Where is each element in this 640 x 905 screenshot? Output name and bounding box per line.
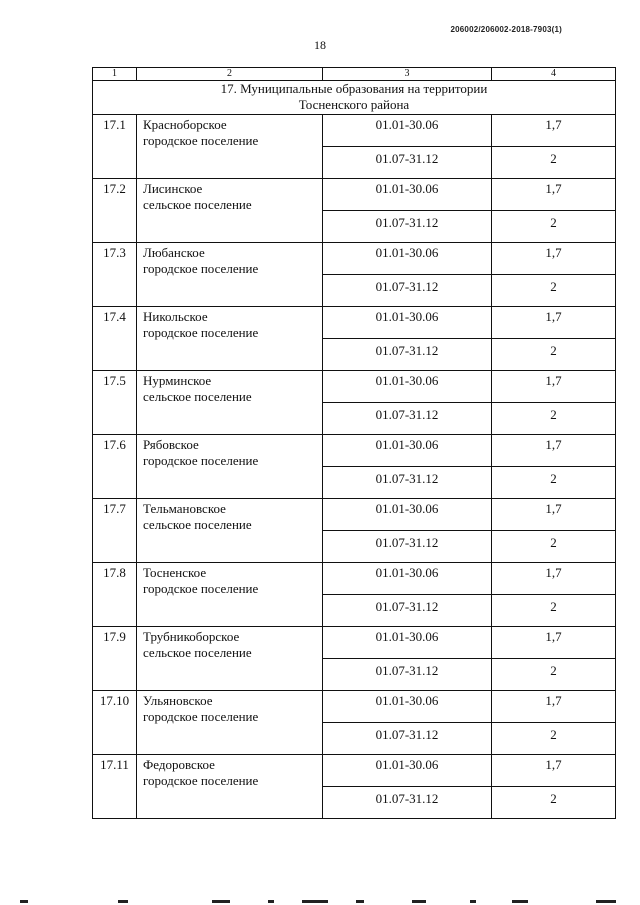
municipality-name-line-1: Ульяновское [143,693,213,708]
coefficient-first-half: 1,7 [492,499,616,531]
table-body [93,68,616,819]
section-title-line-2: Тосненского района [298,97,410,112]
column-number-4: 4 [492,68,616,81]
municipality-name [137,371,323,435]
coefficient-second-half: 2 [492,595,616,627]
coefficient-second-half: 2 [492,339,616,371]
municipality-name-line-2: сельское поселение [143,645,252,660]
table-row [93,499,616,531]
period-first-half: 01.01-30.06 [323,179,492,211]
period-second-half: 01.07-31.12 [323,275,492,307]
period-second-half: 01.07-31.12 [323,531,492,563]
row-number: 17.2 [93,179,137,243]
period-first-half: 01.01-30.06 [323,691,492,723]
municipality-name [137,307,323,371]
period-first-half: 01.01-30.06 [323,563,492,595]
coefficient-second-half: 2 [492,787,616,819]
coefficient-first-half: 1,7 [492,627,616,659]
municipality-name-line-1: Любанское [143,245,205,260]
tariff-table [92,67,616,819]
municipality-name-line-2: городское поселение [143,453,259,468]
coefficient-first-half: 1,7 [492,755,616,787]
table-row [93,563,616,595]
period-second-half: 01.07-31.12 [323,339,492,371]
municipality-name-line-2: сельское поселение [143,197,252,212]
coefficient-second-half: 2 [492,211,616,243]
period-second-half: 01.07-31.12 [323,595,492,627]
page-number: 18 [314,38,326,52]
municipality-name-line-1: Красноборское [143,117,227,132]
period-first-half: 01.01-30.06 [323,627,492,659]
coefficient-second-half: 2 [492,147,616,179]
row-number: 17.9 [93,627,137,691]
municipality-name [137,115,323,179]
municipality-name-line-1: Рябовское [143,437,199,452]
section-title-line-1: 17. Муниципальные образования на территории [220,81,488,96]
coefficient-second-half: 2 [492,467,616,499]
table-row [93,243,616,275]
period-second-half: 01.07-31.12 [323,467,492,499]
municipality-name-line-2: сельское поселение [143,517,252,532]
coefficient-second-half: 2 [492,659,616,691]
municipality-name-line-2: городское поселение [143,773,259,788]
period-second-half: 01.07-31.12 [323,787,492,819]
municipality-name-line-1: Тосненское [143,565,207,580]
municipality-name-line-2: сельское поселение [143,389,252,404]
row-number: 17.10 [93,691,137,755]
coefficient-second-half: 2 [492,531,616,563]
coefficient-first-half: 1,7 [492,307,616,339]
coefficient-first-half: 1,7 [492,179,616,211]
table-row [93,307,616,339]
row-number: 17.6 [93,435,137,499]
document-id: 206002/206002-2018-7903(1) [450,25,562,34]
period-second-half: 01.07-31.12 [323,723,492,755]
section-title [93,81,616,115]
table-row [93,691,616,723]
period-first-half: 01.01-30.06 [323,755,492,787]
municipality-name [137,435,323,499]
period-second-half: 01.07-31.12 [323,147,492,179]
municipality-name [137,691,323,755]
municipality-name [137,179,323,243]
row-number: 17.8 [93,563,137,627]
table-row [93,179,616,211]
coefficient-first-half: 1,7 [492,563,616,595]
column-number-row [93,68,616,81]
municipality-name-line-1: Трубникоборское [143,629,240,644]
municipality-name-line-2: городское поселение [143,261,259,276]
municipality-name-line-2: городское поселение [143,581,259,596]
period-second-half: 01.07-31.12 [323,403,492,435]
municipality-name-line-1: Нурминское [143,373,212,388]
municipality-name-line-1: Федоровское [143,757,215,772]
table-row [93,115,616,147]
row-number: 17.11 [93,755,137,819]
coefficient-second-half: 2 [492,275,616,307]
row-number: 17.3 [93,243,137,307]
coefficient-second-half: 2 [492,723,616,755]
column-number-2: 2 [137,68,323,81]
coefficient-first-half: 1,7 [492,243,616,275]
municipality-name-line-2: городское поселение [143,133,259,148]
coefficient-first-half: 1,7 [492,371,616,403]
column-number-1: 1 [93,68,137,81]
coefficient-first-half: 1,7 [492,115,616,147]
scan-artifact-strip [0,889,640,905]
municipality-name-line-1: Лисинское [143,181,203,196]
coefficient-first-half: 1,7 [492,691,616,723]
period-first-half: 01.01-30.06 [323,307,492,339]
table-row [93,627,616,659]
table-row [93,755,616,787]
municipality-name-line-2: городское поселение [143,325,259,340]
municipality-name [137,243,323,307]
period-first-half: 01.01-30.06 [323,435,492,467]
municipality-name [137,563,323,627]
municipality-name-line-1: Тельмановское [143,501,226,516]
coefficient-first-half: 1,7 [492,435,616,467]
period-first-half: 01.01-30.06 [323,371,492,403]
column-number-3: 3 [323,68,492,81]
period-first-half: 01.01-30.06 [323,243,492,275]
row-number: 17.7 [93,499,137,563]
municipality-name-line-1: Никольское [143,309,208,324]
municipality-name [137,499,323,563]
row-number: 17.5 [93,371,137,435]
row-number: 17.4 [93,307,137,371]
table-row [93,371,616,403]
period-second-half: 01.07-31.12 [323,211,492,243]
row-number: 17.1 [93,115,137,179]
period-second-half: 01.07-31.12 [323,659,492,691]
section-header-row [93,81,616,115]
municipality-name [137,755,323,819]
table-row [93,435,616,467]
period-first-half: 01.01-30.06 [323,499,492,531]
period-first-half: 01.01-30.06 [323,115,492,147]
municipality-name-line-2: городское поселение [143,709,259,724]
coefficient-second-half: 2 [492,403,616,435]
municipality-name [137,627,323,691]
